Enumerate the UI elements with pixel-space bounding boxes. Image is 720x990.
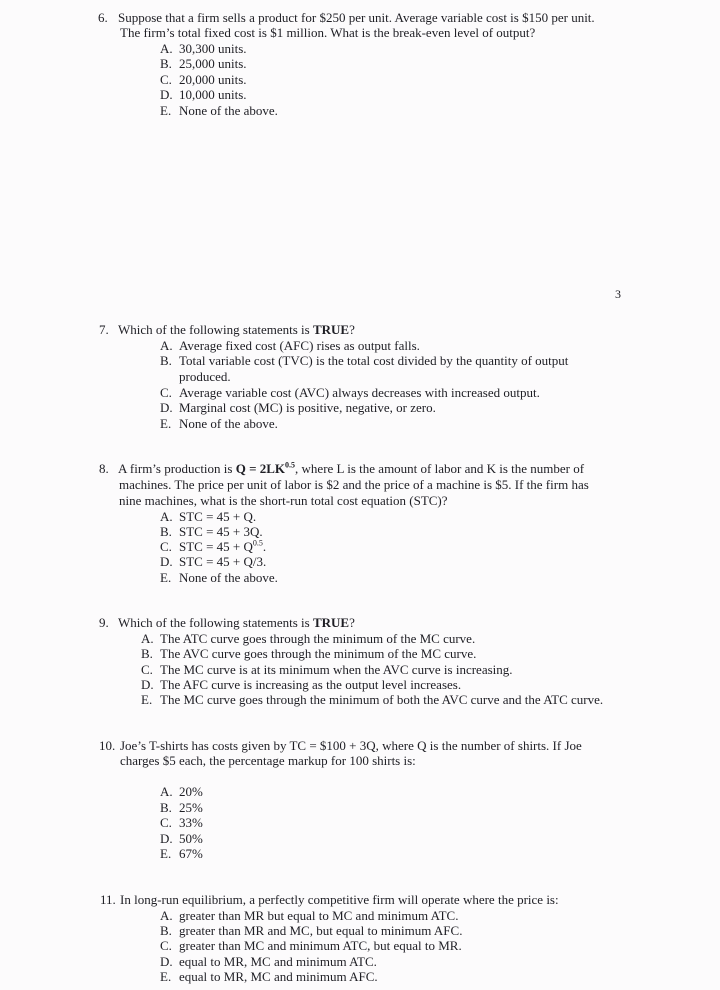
- option-label: B.: [160, 923, 172, 938]
- option-d[interactable]: [160, 400, 436, 415]
- option-text: Marginal cost (MC) is positive, negative, or zero.: [179, 400, 436, 415]
- question-number: 8.: [99, 461, 109, 476]
- stem-end: ?: [349, 322, 355, 337]
- stem-text: Which of the following statements is: [118, 322, 313, 337]
- option-a[interactable]: [160, 509, 256, 524]
- stem-text: Which of the following statements is: [118, 615, 313, 630]
- option-label: B.: [160, 524, 172, 539]
- option-a[interactable]: [141, 631, 475, 646]
- option-text: 10,000 units.: [179, 87, 247, 102]
- production-formula: Q = 2LK: [235, 461, 286, 476]
- option-text: The MC curve is at its minimum when the AVC curve is increasing.: [160, 662, 513, 677]
- option-label: A.: [160, 908, 173, 923]
- option-label: D.: [141, 677, 154, 692]
- option-label: A.: [160, 338, 173, 353]
- question-stem: [118, 615, 355, 630]
- question-stem-line2: machines. The price per unit of labor is $2 and the price of a machine is $5. If the firm has: [119, 477, 589, 492]
- question-number: 11.: [100, 892, 116, 907]
- question-stem-line2: charges $5 each, the percentage markup for 100 shirts is:: [120, 753, 416, 768]
- option-label: E.: [160, 416, 172, 431]
- option-label: C.: [160, 72, 172, 87]
- option-label: E.: [160, 570, 172, 585]
- option-label: C.: [141, 662, 153, 677]
- option-label: D.: [160, 400, 173, 415]
- option-exponent: 0.5: [252, 538, 263, 548]
- option-text: 20,000 units.: [179, 72, 247, 87]
- option-text: greater than MC and minimum ATC, but equal to MR.: [179, 938, 462, 953]
- option-text: Average variable cost (AVC) always decreases with increased output.: [179, 385, 540, 400]
- option-label: D.: [160, 87, 173, 102]
- option-text: greater than MR and MC, but equal to minimum AFC.: [179, 923, 463, 938]
- option-text: 25,000 units.: [179, 56, 247, 71]
- question-number: 9.: [99, 615, 109, 630]
- option-c[interactable]: [141, 662, 513, 677]
- option-label: C.: [160, 815, 172, 830]
- option-text: Average fixed cost (AFC) rises as output falls.: [179, 338, 420, 353]
- option-c[interactable]: [160, 539, 266, 554]
- option-text: Total variable cost (TVC) is the total cost divided by the quantity of output: [179, 353, 569, 368]
- option-text: STC = 45 + Q: [179, 539, 253, 554]
- option-a[interactable]: [160, 338, 420, 353]
- question-stem: In long-run equilibrium, a perfectly competitive firm will operate where the price is:: [120, 892, 559, 907]
- option-b[interactable]: [160, 524, 263, 539]
- option-label: A.: [160, 509, 173, 524]
- option-a[interactable]: [160, 784, 203, 799]
- option-d[interactable]: [160, 954, 377, 969]
- question-stem-line1: Suppose that a firm sells a product for $250 per unit. Average variable cost is $150 per unit.: [118, 10, 595, 25]
- option-c[interactable]: [160, 938, 462, 953]
- option-c[interactable]: [160, 385, 540, 400]
- question-stem-line2: The firm’s total fixed cost is $1 million. What is the break-even level of output?: [120, 25, 536, 40]
- option-label: C.: [160, 385, 172, 400]
- option-label: E.: [160, 846, 172, 861]
- stem-end: ?: [349, 615, 355, 630]
- option-e[interactable]: [141, 692, 603, 707]
- option-e[interactable]: [160, 416, 278, 431]
- option-text: The AVC curve goes through the minimum of the MC curve.: [160, 646, 477, 661]
- option-text: 25%: [179, 800, 203, 815]
- option-label: D.: [160, 954, 173, 969]
- option-label: C.: [160, 539, 172, 554]
- option-text: 30,300 units.: [179, 41, 247, 56]
- option-text: STC = 45 + 3Q.: [179, 524, 263, 539]
- option-b[interactable]: [141, 646, 476, 661]
- question-number: 7.: [99, 322, 109, 337]
- option-label: E.: [141, 692, 153, 707]
- option-text: The MC curve goes through the minimum of both the AVC curve and the ATC curve.: [160, 692, 604, 707]
- option-text: None of the above.: [179, 570, 278, 585]
- option-text: STC = 45 + Q/3.: [179, 554, 267, 569]
- option-text: The ATC curve goes through the minimum of the MC curve.: [160, 631, 476, 646]
- question-stem-line3: nine machines, what is the short-run total cost equation (STC)?: [119, 493, 448, 508]
- option-label: B.: [160, 800, 172, 815]
- option-text: equal to MR, MC and minimum ATC.: [179, 954, 377, 969]
- question-stem-line1: [118, 461, 584, 476]
- option-text: STC = 45 + Q.: [179, 509, 257, 524]
- option-text: 50%: [179, 831, 203, 846]
- option-e[interactable]: [160, 570, 278, 585]
- option-d[interactable]: [160, 87, 247, 102]
- option-text: 33%: [179, 815, 203, 830]
- option-c[interactable]: [160, 72, 247, 87]
- stem-text-end: , where L is the amount of labor and K is the number of: [295, 461, 585, 476]
- option-label: C.: [160, 938, 172, 953]
- option-label: E.: [160, 969, 172, 984]
- option-e[interactable]: [160, 846, 203, 861]
- question-stem: [118, 322, 355, 337]
- option-text: 67%: [179, 846, 203, 861]
- option-b[interactable]: [160, 923, 462, 938]
- question-number: 6.: [98, 10, 108, 25]
- option-label: B.: [160, 353, 172, 368]
- option-b-continued: [179, 369, 231, 384]
- formula-exponent: 0.5: [285, 460, 296, 470]
- option-a[interactable]: [160, 908, 458, 923]
- stem-text: A firm’s production is: [118, 461, 236, 476]
- option-e[interactable]: [160, 103, 278, 118]
- option-label: A.: [160, 784, 173, 799]
- option-label: E.: [160, 103, 172, 118]
- option-text-continued: produced.: [179, 369, 231, 384]
- option-text: greater than MR but equal to MC and minimum ATC.: [179, 908, 459, 923]
- option-b[interactable]: [160, 56, 247, 71]
- option-label: D.: [160, 554, 173, 569]
- option-c[interactable]: [160, 815, 203, 830]
- option-label: B.: [141, 646, 153, 661]
- option-text: equal to MR, MC and minimum AFC.: [179, 969, 378, 984]
- question-number: 10.: [99, 738, 116, 753]
- option-text-end: .: [262, 539, 267, 554]
- option-d[interactable]: [160, 554, 266, 569]
- option-text: None of the above.: [179, 103, 278, 118]
- option-b[interactable]: [160, 353, 568, 368]
- option-label: D.: [160, 831, 173, 846]
- option-d[interactable]: [160, 831, 203, 846]
- page-number: 3: [615, 287, 621, 301]
- option-b[interactable]: [160, 800, 203, 815]
- option-label: B.: [160, 56, 172, 71]
- stem-emphasis: TRUE: [312, 615, 350, 630]
- option-label: A.: [160, 41, 173, 56]
- option-e[interactable]: [160, 969, 378, 984]
- question-stem-line1: Joe’s T-shirts has costs given by TC = $100 + 3Q, where Q is the number of shirts. If Joe: [120, 738, 582, 753]
- option-a[interactable]: [160, 41, 247, 56]
- option-text: None of the above.: [179, 416, 278, 431]
- option-d[interactable]: [141, 677, 461, 692]
- option-label: A.: [141, 631, 154, 646]
- stem-emphasis: TRUE: [312, 322, 350, 337]
- option-text: 20%: [179, 784, 203, 799]
- option-text: The AFC curve is increasing as the output level increases.: [160, 677, 462, 692]
